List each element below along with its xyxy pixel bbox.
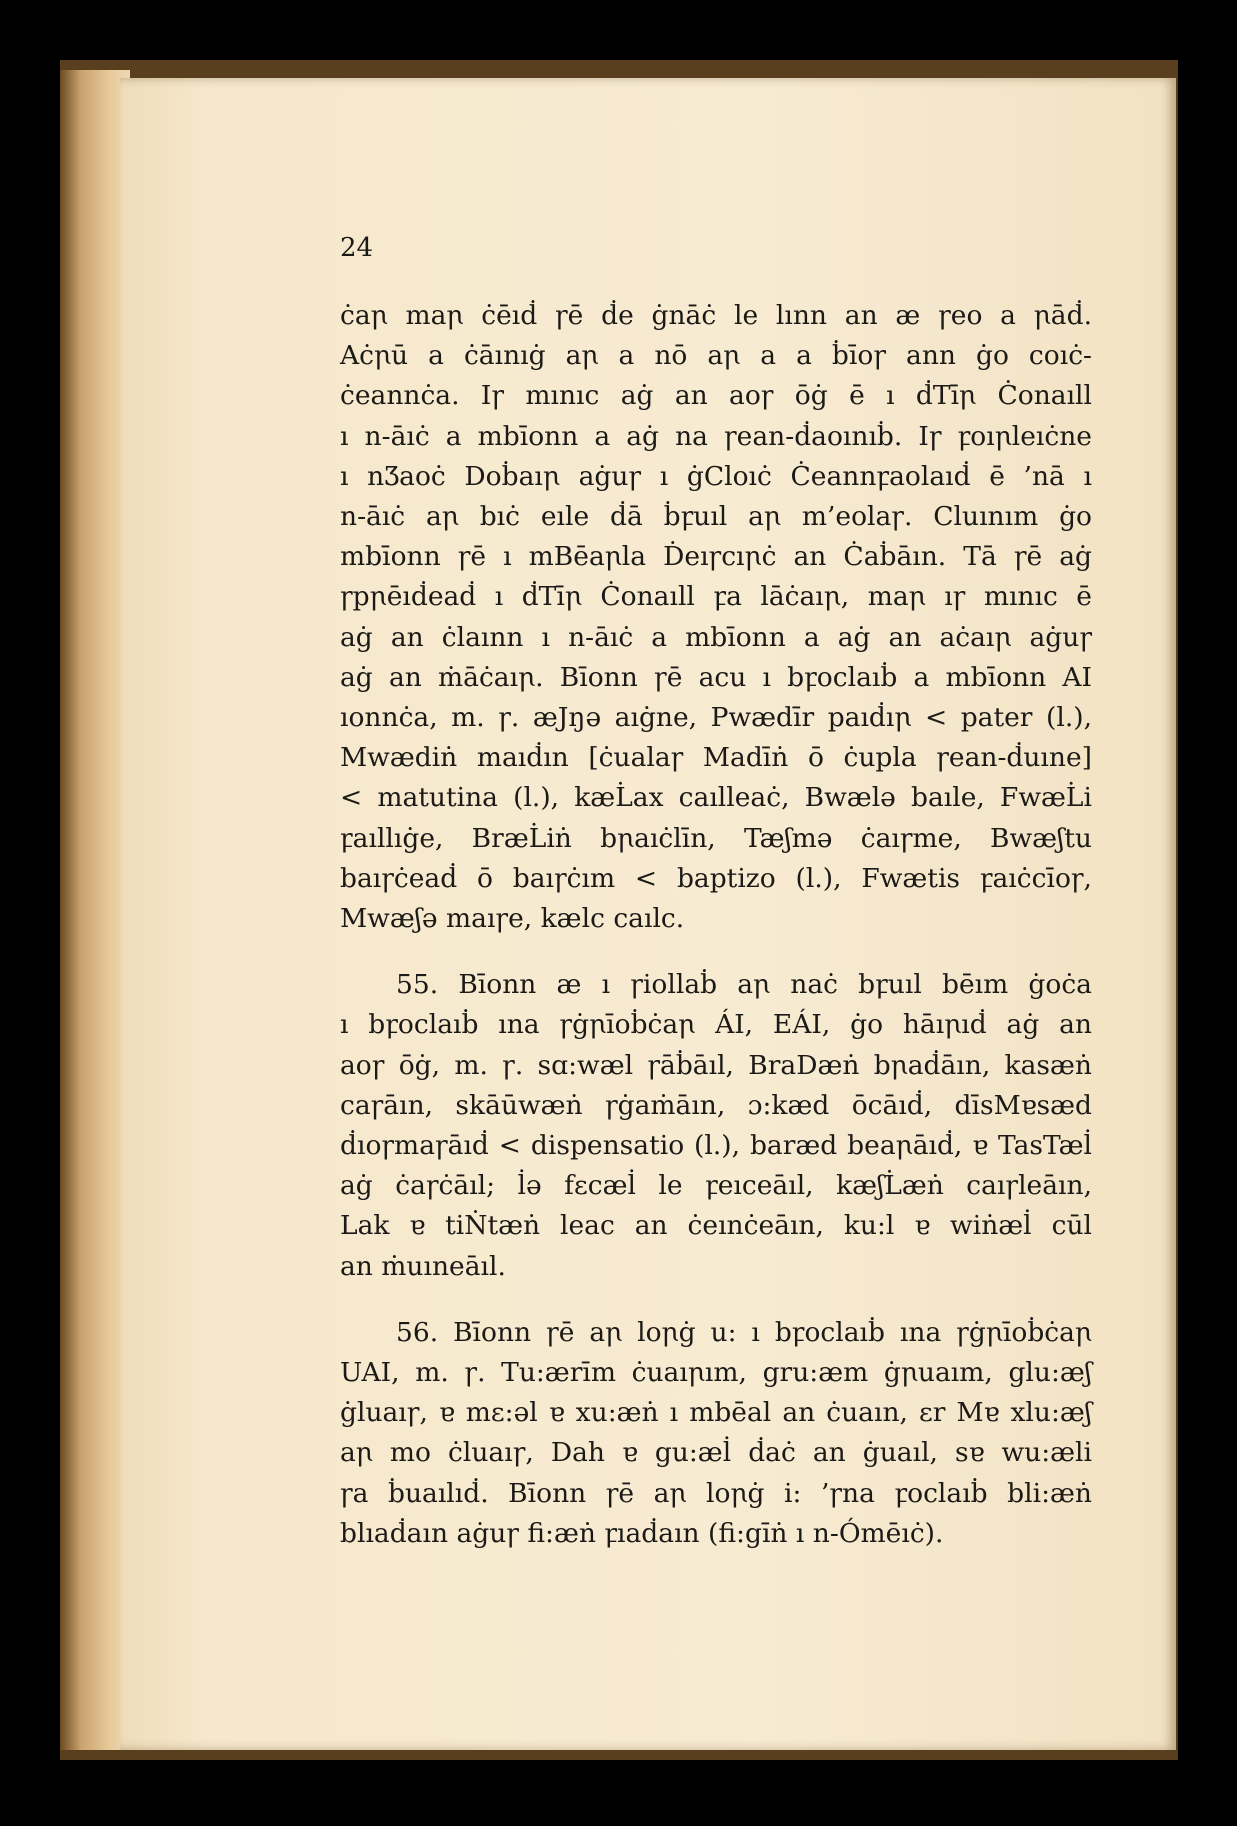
text-line: caꞅāın, skāūwæṅ ꞅġaṁāın, ɔ:kæd ōcāıḋ, dīsMɐsæd: [340, 1089, 1092, 1121]
text-line: ġluaıꞅ, ɐ mɛ:əl ɐ xu:æṅ ı mbēal an ċuaın, ɛr Mɐ xlu:æʃ: [340, 1397, 1092, 1429]
paragraph-gap: [340, 1287, 1092, 1313]
text-line: ı n-āıċ a mbīonn a aġ na ꞅean-ḋaoınıḃ. Iꞅ ꝼoıꞃleıċne: [340, 420, 1092, 452]
text-line: ı bꝼoclaıḃ ına ꞅġꞃīoḃċaꞃ ÁI, EÁI, ġo hāıꞃıḋ aġ an: [340, 1009, 1092, 1041]
paragraph-gap: [340, 939, 1092, 965]
text-line: UAI, m. ꞅ. Tu:ærīm ċuaıꞃım, gru:æm ġꞃuaım, glu:æʃ: [340, 1357, 1092, 1389]
text-line: aġ an ṁāċaıꞃ. Bīonn ꞅē acu ı bꝼoclaıḃ a mbīonn AI: [340, 661, 1092, 693]
text-line: aoꞅ ōġ, m. ꞅ. sɑ:wæl ꞅāḃāıl, BraDæṅ bꞃaḋāın, kasæṅ: [340, 1049, 1092, 1081]
text-line: Lak ɐ tiṄtæṅ leac an ċeınċeāın, ku:l ɐ wiṅæl̇ cūl: [340, 1210, 1092, 1242]
paragraph: [340, 965, 1092, 1287]
text-line: blıaḋaın aġuꞅ fi:æṅ ꝼıaḋaın (fi:gīṅ ı n-Ómēıċ).: [340, 1517, 944, 1549]
text-line: n-āıċ aꞃ bıċ eıle ḋā ḃꝼuıl aꞃ m’eolaꞅ. Cluınım ġo: [340, 501, 1092, 533]
paragraph: [340, 296, 1092, 939]
text-line: 56. Bīonn ꞅē aꞃ loꞃġ u: ı bꝼoclaıḃ ına ꞅġꞃīoḃċaꞃ: [396, 1316, 1092, 1348]
text-line: 55. Bīonn æ ı ꞅiollaḃ aꞃ naċ bꝼuıl bēım ġoċa: [396, 969, 1092, 1001]
text-line: Aċꞃū a ċāınıġ aꞃ a nō aꞃ a a ḃīoꞅ ann ġo coıċ-: [340, 340, 1092, 372]
text-line: ı nƷaoċ Doḃaıꞃ aġuꞅ ı ġCloıċ Ċeannꝼaolaıḋ ē ’nā ı: [340, 460, 1092, 492]
text-line: < matutina (l.), kæL̇ax caılleaċ, Bwælə baıle, FwæL̇i: [340, 782, 1092, 814]
paragraph: [340, 1313, 1092, 1554]
text-line: aġ ċaꞅċāıl; l̇ə fɛcæl̇ le ꝼeıceāıl, kæʃL̇æṅ caıꞅleāın,: [340, 1170, 1092, 1202]
text-block: [340, 296, 1092, 1554]
text-line: aġ an ċlaınn ı n-āıċ a mbīonn a aġ an aċaıꞃ aġuꞅ: [340, 621, 1092, 653]
text-line: mbīonn ꞅē ı mBēaꞃla Ḋeıꞅcıꞃċ an Ċaḃāın. Tā ꞅē aġ: [340, 541, 1092, 573]
text-line: baıꞅċeaḋ ō baıꞅċım < baptizo (l.), Fwætis ꝼaıċcīoꞅ,: [340, 862, 1092, 894]
text-line: ꝼaıllıġe, BræL̇iṅ bꞃaıċlīn, Tæʃmə ċaıꞅme, Bwæʃtu: [340, 822, 1092, 854]
text-line: ċeannċa. Iꞅ mınıc aġ an aoꞅ ōġ ē ı ḋTīꞃ Ċonaıll: [340, 380, 1092, 412]
text-line: ꞅpꞃēıḋeaḋ ı ḋTīꞃ Ċonaıll ꝼa lāċaıꞃ, maꞃ ıꞅ mınıc ē: [340, 581, 1092, 613]
page-number: 24: [340, 233, 374, 263]
text-line: ċaꞃ maꞃ ċēıḋ ꞅē ḋe ġnāċ le lınn an æ ꞅeo a ꞃāḋ.: [340, 300, 1092, 331]
text-line: aꞃ mo ċluaıꞅ, Dah ɐ gu:æl̇ ḋaċ an ġuaıl, sɐ wu:æli: [340, 1437, 1092, 1469]
text-line: Mwæʃə maıꞅe, kælc caılc.: [340, 903, 685, 935]
text-line: an ṁuıneāıl.: [340, 1250, 506, 1282]
text-line: ꞅa ḃuaılıḋ. Bīonn ꞅē aꞃ loꞃġ i: ’ꞅna ꝼoclaıḃ bli:æṅ: [340, 1477, 1092, 1509]
text-line: ḋıoꞅmaꞅāıḋ < dispensatio (l.), baræd beaꞃāıḋ, ɐ TasTæl̇: [340, 1130, 1092, 1162]
text-line: Mwædiṅ maıḋın [ċualaꞅ Madīṅ ō ċupla ꞅean-ḋuıne]: [340, 742, 1092, 774]
text-line: ıonnċa, m. ꞅ. æJŋə aıġne, Pwædīr paıḋıꞃ < pater (l.),: [340, 702, 1092, 734]
